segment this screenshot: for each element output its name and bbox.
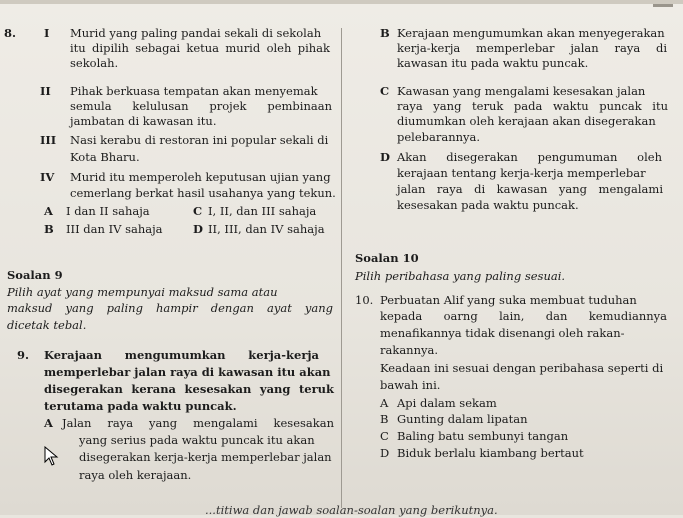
- q10-stem-line3: menafikannya tidak disenangi oleh rakan-: [380, 326, 625, 340]
- q9-stem-line1: Kerajaan mengumumkan kerja-kerja: [44, 348, 319, 362]
- q10-instruction: Pilih peribahasa yang paling sesuai.: [355, 269, 566, 283]
- q8-long-option-C-label[interactable]: C: [380, 84, 390, 98]
- q8-stmt-II-line3: jambatan di kawasan itu.: [70, 114, 217, 128]
- q8-long-option-B-line3[interactable]: kawasan itu pada waktu puncak.: [397, 56, 589, 70]
- q8-option-B[interactable]: III dan IV sahaja: [66, 222, 163, 236]
- footer-instruction: ...titiwa dan jawab soalan-soalan yang berikutnya.: [205, 503, 498, 517]
- q8-long-option-B-line2[interactable]: kerja-kerja memperlebar jalan raya di: [397, 41, 667, 55]
- q8-option-A[interactable]: I dan II sahaja: [66, 204, 150, 218]
- q8-long-option-C-line1[interactable]: Kawasan yang mengalami kesesakan jalan: [397, 84, 646, 98]
- q9-option-A-line1[interactable]: Jalan raya yang mengalami kesesakan: [62, 416, 334, 430]
- mouse-pointer-icon: [44, 446, 60, 466]
- q10-option-D[interactable]: Biduk berlalu kiambang bertaut: [397, 446, 584, 460]
- q10-number: 10.: [355, 293, 374, 307]
- q8-long-option-C-line4[interactable]: pelebarannya.: [397, 130, 481, 144]
- q10-option-B-label[interactable]: B: [380, 412, 389, 426]
- q9-number: 9.: [17, 348, 30, 362]
- q8-option-B-label[interactable]: B: [44, 222, 54, 236]
- q8-stmt-II-line1: Pihak berkuasa tempatan akan menyemak: [70, 84, 318, 98]
- corner-mark-icon: [651, 2, 675, 10]
- q9-stem-line2: memperlebar jalan raya di kawasan itu akan: [44, 365, 331, 379]
- q9-stem-line4: terutama pada waktu puncak.: [44, 399, 237, 413]
- column-divider: [341, 28, 342, 508]
- q8-stmt-III-line2: Kota Bharu.: [70, 150, 140, 164]
- q8-long-option-C-line2[interactable]: raya yang teruk pada waktu puncak itu: [397, 99, 668, 113]
- q9-section-title: Soalan 9: [7, 268, 63, 282]
- q8-number: 8.: [4, 26, 17, 40]
- q9-instruction-line2: maksud yang paling hampir dengan ayat yang: [7, 301, 333, 315]
- q8-long-option-C-line3[interactable]: diumumkan oleh kerajaan akan disegerakan: [397, 114, 656, 128]
- q10-question-line1: Keadaan ini sesuai dengan peribahasa seperti di: [380, 361, 664, 375]
- q10-option-A-label[interactable]: A: [380, 396, 389, 410]
- q8-stmt-I-label: I: [44, 26, 50, 40]
- q10-option-B[interactable]: Gunting dalam lipatan: [397, 412, 528, 426]
- q8-stmt-IV-line1: Murid itu memperoleh keputusan ujian yang: [70, 170, 331, 184]
- q9-option-A-line4[interactable]: raya oleh kerajaan.: [79, 468, 192, 482]
- q8-stmt-IV-label: IV: [40, 170, 55, 184]
- q10-stem-line1: Perbuatan Alif yang suka membuat tuduhan: [380, 293, 637, 307]
- q10-section-title: Soalan 10: [355, 251, 419, 265]
- q8-stmt-IV-line2: cemerlang berkat hasil usahanya yang tekun.: [70, 186, 336, 200]
- q8-long-option-D-line4[interactable]: kesesakan pada waktu puncak.: [397, 198, 579, 212]
- q8-stmt-I-line3: sekolah.: [70, 56, 119, 70]
- q8-long-option-D-label[interactable]: D: [380, 150, 390, 164]
- q9-option-A-line2[interactable]: yang serius pada waktu puncak itu akan: [79, 433, 315, 447]
- q8-option-D[interactable]: II, III, dan IV sahaja: [208, 222, 325, 236]
- q8-stmt-I-line1: Murid yang paling pandai sekali di sekolah: [70, 26, 322, 40]
- q8-stmt-II-line2: semula kelulusan projek pembinaan: [70, 99, 332, 113]
- q10-stem-line2: kepada oarng lain, dan kemudiannya: [380, 309, 667, 323]
- page-top-edge: [0, 0, 683, 4]
- q8-long-option-D-line1[interactable]: Akan disegerakan pengumuman oleh: [397, 150, 662, 164]
- q10-option-A[interactable]: Api dalam sekam: [397, 396, 497, 410]
- q9-stem-line3: disegerakan kerana kesesakan yang teruk: [44, 382, 334, 396]
- q8-long-option-D-line2[interactable]: kerajaan tentang kerja-kerja memperlebar: [397, 166, 646, 180]
- q8-stmt-II-label: II: [40, 84, 51, 98]
- q8-option-A-label[interactable]: A: [44, 204, 53, 218]
- q9-option-A-line3[interactable]: disegerakan kerja-kerja memperlebar jalan: [79, 450, 332, 464]
- q8-option-D-label[interactable]: D: [193, 222, 203, 236]
- q10-option-D-label[interactable]: D: [380, 446, 390, 460]
- q8-option-C-label[interactable]: C: [193, 204, 203, 218]
- q10-option-C-label[interactable]: C: [380, 429, 389, 443]
- q9-option-A-label[interactable]: A: [44, 416, 53, 430]
- q8-stmt-III-label: III: [40, 133, 57, 147]
- q10-question-line2: bawah ini.: [380, 378, 441, 392]
- q9-instruction-line3: dicetak tebal.: [7, 318, 87, 332]
- q8-long-option-B-line1[interactable]: Kerajaan mengumumkan akan menyegerakan: [397, 26, 665, 40]
- q10-stem-line4: rakannya.: [380, 343, 438, 357]
- q8-stmt-III-line1: Nasi kerabu di restoran ini popular sekali di: [70, 133, 329, 147]
- q8-long-option-B-label[interactable]: B: [380, 26, 390, 40]
- q10-option-C[interactable]: Baling batu sembunyi tangan: [397, 429, 569, 443]
- q8-stmt-I-line2: itu dipilih sebagai ketua murid oleh pihak: [70, 41, 330, 55]
- q9-instruction-line1: Pilih ayat yang mempunyai maksud sama atau: [7, 285, 278, 299]
- q8-option-C[interactable]: I, II, dan III sahaja: [208, 204, 317, 218]
- q8-long-option-D-line3[interactable]: jalan raya di kawasan yang mengalami: [397, 182, 663, 196]
